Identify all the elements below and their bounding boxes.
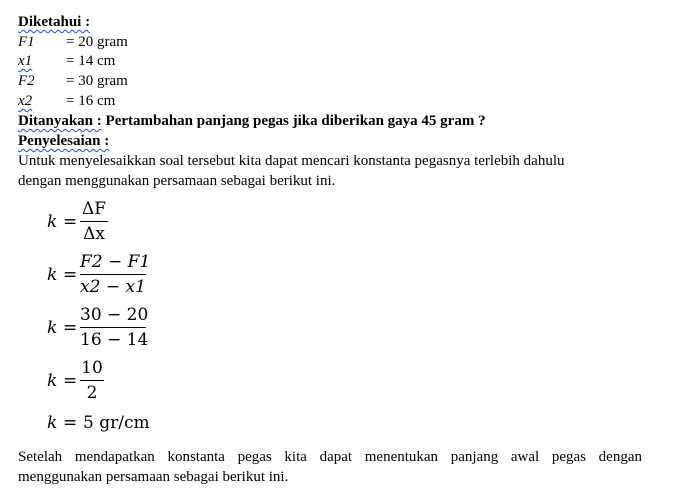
- known-var-x1: x1: [18, 53, 33, 69]
- solution-heading: Penyelesaian :: [18, 133, 110, 149]
- closing-line-2: menggunakan persamaan sebagai berikut ini.: [18, 469, 289, 485]
- eq2-lhs: k: [47, 265, 58, 285]
- eq4-fraction-bar: [80, 380, 104, 381]
- eq4-numerator: 10: [81, 358, 103, 378]
- known-value-x2: = 16 cm: [66, 93, 116, 109]
- known-var-f2: F2: [18, 73, 35, 89]
- known-var-f1: F1: [18, 34, 35, 50]
- asked-line: [18, 112, 486, 130]
- eq3-numerator: 30 − 20: [80, 305, 149, 325]
- known-var-x2: x2: [18, 93, 33, 109]
- eq3-fraction-bar: [80, 327, 146, 328]
- eq3-fraction: [80, 304, 149, 351]
- asked-label: Ditanyakan :: [18, 113, 102, 129]
- known-value-f2: = 30 gram: [66, 73, 128, 89]
- closing-line-1: Setelah mendapatkan konstanta pegas kita dapat menentukan panjang awal pegas dengan: [18, 449, 642, 465]
- result-equals: =: [63, 413, 78, 433]
- result-value: 5 gr/cm: [83, 413, 150, 433]
- eq4-lhs: k: [47, 371, 58, 391]
- eq3-equals: =: [63, 318, 78, 338]
- eq4-denominator: 2: [86, 383, 98, 403]
- eq3-denominator: 16 − 14: [80, 330, 149, 350]
- eq4-fraction: [80, 357, 104, 404]
- eq2-fraction-bar: [80, 274, 146, 275]
- eq2-denominator: x2 − x1: [80, 277, 146, 297]
- eq2-equals: =: [63, 265, 78, 285]
- intro-line-1: Untuk menyelesaikkan soal tersebut kita dapat mencari konstanta pegasnya terlebih dahulu: [18, 153, 565, 169]
- eq1-denominator: Δx: [83, 224, 105, 244]
- intro-line-2: dengan menggunakan persamaan sebagai berikut ini.: [18, 173, 336, 189]
- known-value-f1: = 20 gram: [66, 34, 128, 50]
- eq4-equals: =: [63, 371, 78, 391]
- asked-text: Pertambahan panjang pegas jika diberikan gaya 45 gram ?: [101, 113, 486, 129]
- result-lhs: k: [47, 413, 58, 433]
- known-value-x1: = 14 cm: [66, 53, 116, 69]
- known-heading: Diketahui :: [18, 14, 91, 30]
- eq1-fraction: [80, 198, 108, 245]
- eq2-fraction: [80, 251, 151, 298]
- eq2-numerator: F2 − F1: [80, 252, 151, 272]
- eq1-fraction-bar: [80, 221, 108, 222]
- eq1-equals: =: [63, 212, 78, 232]
- eq1-numerator: ΔF: [81, 199, 107, 219]
- eq3-lhs: k: [47, 318, 58, 338]
- eq1-lhs: k: [47, 212, 58, 232]
